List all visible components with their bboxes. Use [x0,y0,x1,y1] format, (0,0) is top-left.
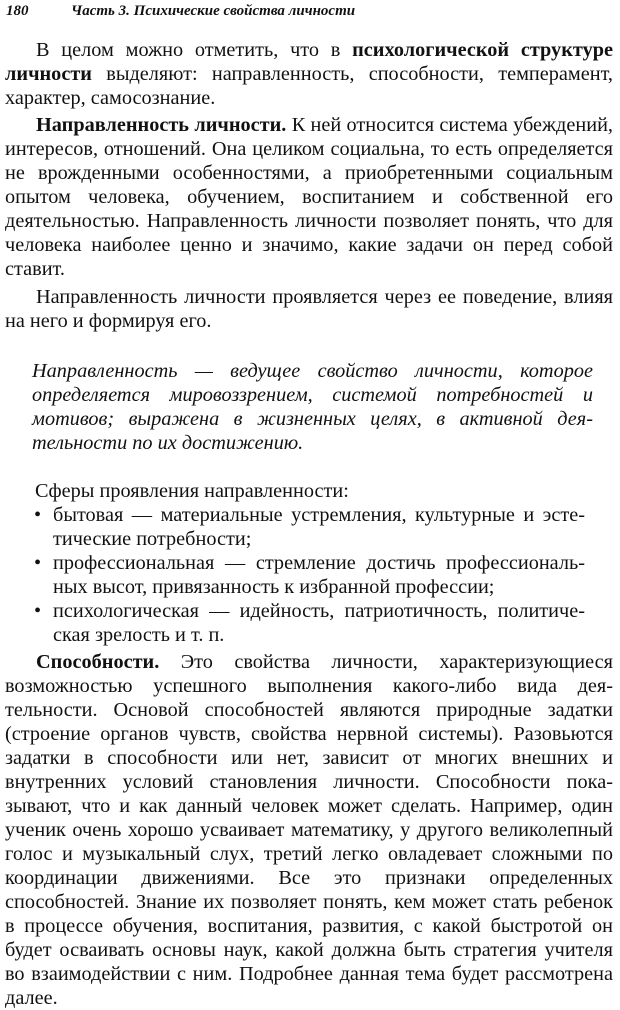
page-number: 180 [6,3,29,19]
heading-orientation: Направленность личности. [36,114,287,136]
spheres-intro: Сферы проявления направленности: [35,480,349,502]
paragraph-abilities [5,650,613,1010]
paragraph-structure [5,38,613,110]
list-item [5,503,613,551]
list-item-text: психологическая — идейность, патриотичность, политическая зрелость и т. п. [53,600,585,646]
list-item-text: профессиональная — стремление достичь профессиональных высот, привязанность к избранной профессии; [53,552,585,598]
term-psychological-structure: психологической структуре личности [5,39,613,85]
paragraph-abilities-text: Это свойства личности, характеризующиеся возможностью успешного выполнения какого-либо вида деятельности. Основой способностей являются природные задатки (строение органов чувств, свойства нервной системы). Разовьются задатки в способности или нет, зависит от многих внешних и внутренних условий становления личности. Способности показывают, что и как данный человек может сделать. Например, один ученик очень хорошо усваивает математику, у другого великолепный голос и музыкальный слух, третий легко овладевает сложными по координации движениями. Все это признаки определенных способностей. Знание их позволяет понять, кем может стать ребенок в процессе обучения, воспитания, развития, с какой быстротой он будет осваивать основы наук, какой должна быть стратегия учителя во взаимодействии с ним. Подробнее данная тема будет рассмотрена далее. [5,651,613,1009]
list-item [5,551,613,599]
bullet-icon: • [34,552,42,574]
bullet-icon: • [34,504,42,526]
list-item [5,599,613,647]
heading-abilities: Способности. [36,651,160,673]
bullet-icon: • [34,600,42,622]
paragraph-orientation-behavior: Направленность личности проявляется через ее поведение, влияя на него и формируя его. [5,286,613,332]
paragraph-structure-rest: выделяют: направленность, способности, темперамент, характер, самосознание. [5,63,613,109]
list-item-text: бытовая — материальные устремления, культурные и эстетические потребности; [53,504,585,550]
definition-orientation: Направленность — ведущее свойство личности, которое определяется мировоззрением, системой потребностей и мотивов; выражена в жизненных целях, в активной деятельности по их достижению. [32,360,593,454]
page-header [5,0,613,24]
running-title: Часть 3. Психические свойства личности [71,3,356,19]
paragraph-orientation [5,113,613,281]
paragraph-structure-lead: В целом можно отметить, что в [36,39,353,61]
paragraph-orientation-text: К ней относится система убеждений, интересов, отношений. Она целиком социальна, то есть определяется не врожденными особенностями, а приобретенными социальным опытом человека, обучением, воспитанием и собственной его деятельностью. Направленность личности позволяет понять, что для человека наиболее ценно и значимо, какие задачи он перед собой ставит. [5,114,614,280]
spheres-list [5,503,613,647]
page-content [5,38,613,1010]
